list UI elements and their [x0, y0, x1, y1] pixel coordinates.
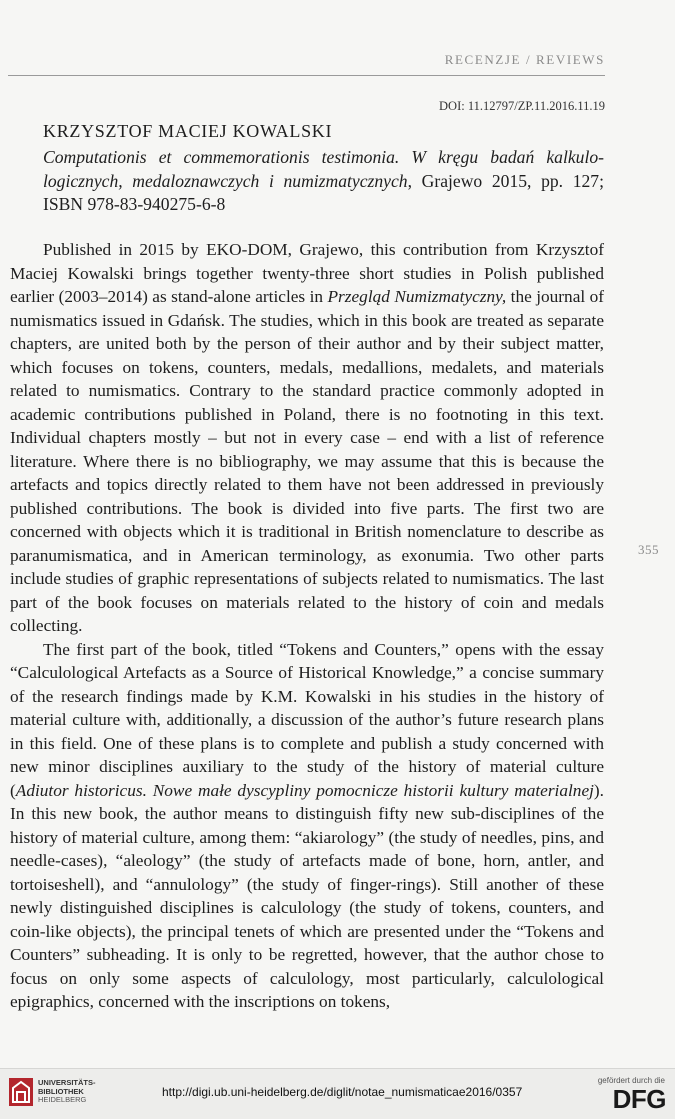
library-name [38, 1079, 96, 1105]
bibliographic-entry [43, 146, 604, 217]
library-logo-icon [8, 1077, 34, 1112]
text-run: ). In this new book, the author means to distinguish fifty new sub-disciplines of the history of material culture, among them: “akiarology” (the study of needles, pins, and needle-cases), “aleology” (the study of artefacts made of bone, horn, antler, and tortoiseshell), and “annulology” (the study of finger-rings). Still another of these newly distinguished disciplines is calculology (the study of tokens, counters, and coin-like objects), the principal tenets of which are presented under the “Tokens and Counters” subheading. It is only to be regretted, however, that the author chose to focus on only some aspects of calculology, most particularly, calculological epigraphics, concerned with the inscriptions on tokens, [10, 780, 604, 1011]
page-number: 355 [638, 542, 659, 557]
library-name-line: UNIVERSITÄTS- [38, 1078, 96, 1087]
running-head: RECENZJE / REVIEWS [444, 52, 605, 67]
review-author: KRZYSZTOF MACIEJ KOWALSKI [43, 121, 333, 141]
text-run: The first part of the book, titled “Tokens and Counters,” opens with the essay “Calculological Artefacts as a Source of Historical Knowledge,” a concise summary of the research findings made by K.M. Kowalski in his studies in the history of material culture with, additionally, a discussion of the author’s future research plans in this field. One of these plans is to complete and publish a study concerned with new minor disciplines auxiliary to the study of the history of material culture ( [10, 639, 604, 800]
header-rule [8, 75, 605, 76]
journal-title: Przegląd Numizmatyczny, [327, 287, 507, 306]
publication-details: , Grajewo 2015, pp. 127; ISBN 978-83-940275-6-8 [43, 170, 604, 214]
dfg-logo: DFG [612, 1084, 666, 1114]
digitization-footer [0, 1068, 675, 1119]
text-run: the journal of numismatics issued in Gdańsk. The studies, which in this book are treated as separate chapters, are united both by the person of their author and by their subject matter, which focuses on tokens, counters, medals, medallions, medalets, and materials related to numismatics. Contrary to the standard practice commonly adopted in academic contributions published in Poland, there is no footnoting in this text. Individual chapters mostly – but not in every case – end with a list of reference literature. Where there is no bibliography, we may assume that this is because the artefacts and topics directly related to them have not been addressed in previously published contributions. The book is divided into five parts. The first two are concerned with objects which it is traditional in British nomenclature to describe as paranumismatica, and in American terminology, as exonumia. Two other parts include studies of graphic representations of subjects related to numismatics. The last part of the book focuses on materials related to the history of coin and medals collecting. [10, 287, 605, 635]
book-title: Computationis et commemorationis testimonia. W kręgu badań kalkulologicznych, medaloznawczych i numizmatycznych [43, 147, 604, 191]
paragraph [10, 638, 604, 1014]
source-url-link[interactable]: http://digi.ub.uni-heidelberg.de/diglit/notae_numismaticae2016/0357 [162, 1085, 523, 1099]
text-run: Published in 2015 by EKO-DOM, Grajewo, this contribution from Krzysztof Maciej Kowalski brings together twenty-three short studies in Polish published earlier (2003–2014) as stand-alone articles in [10, 240, 604, 306]
doi: DOI: 11.12797/ZP.11.2016.11.19 [439, 99, 605, 113]
library-name-line: BIBLIOTHEK [38, 1086, 84, 1096]
cited-title: Adiutor historicus. Nowe małe dyscypliny pomocnicze historii kultury materialnej [15, 780, 594, 800]
paragraph [10, 238, 604, 638]
review-body [10, 238, 604, 1014]
funding-label: gefördert durch die [597, 1076, 665, 1085]
library-name-line: HEIDELBERG [38, 1095, 87, 1104]
